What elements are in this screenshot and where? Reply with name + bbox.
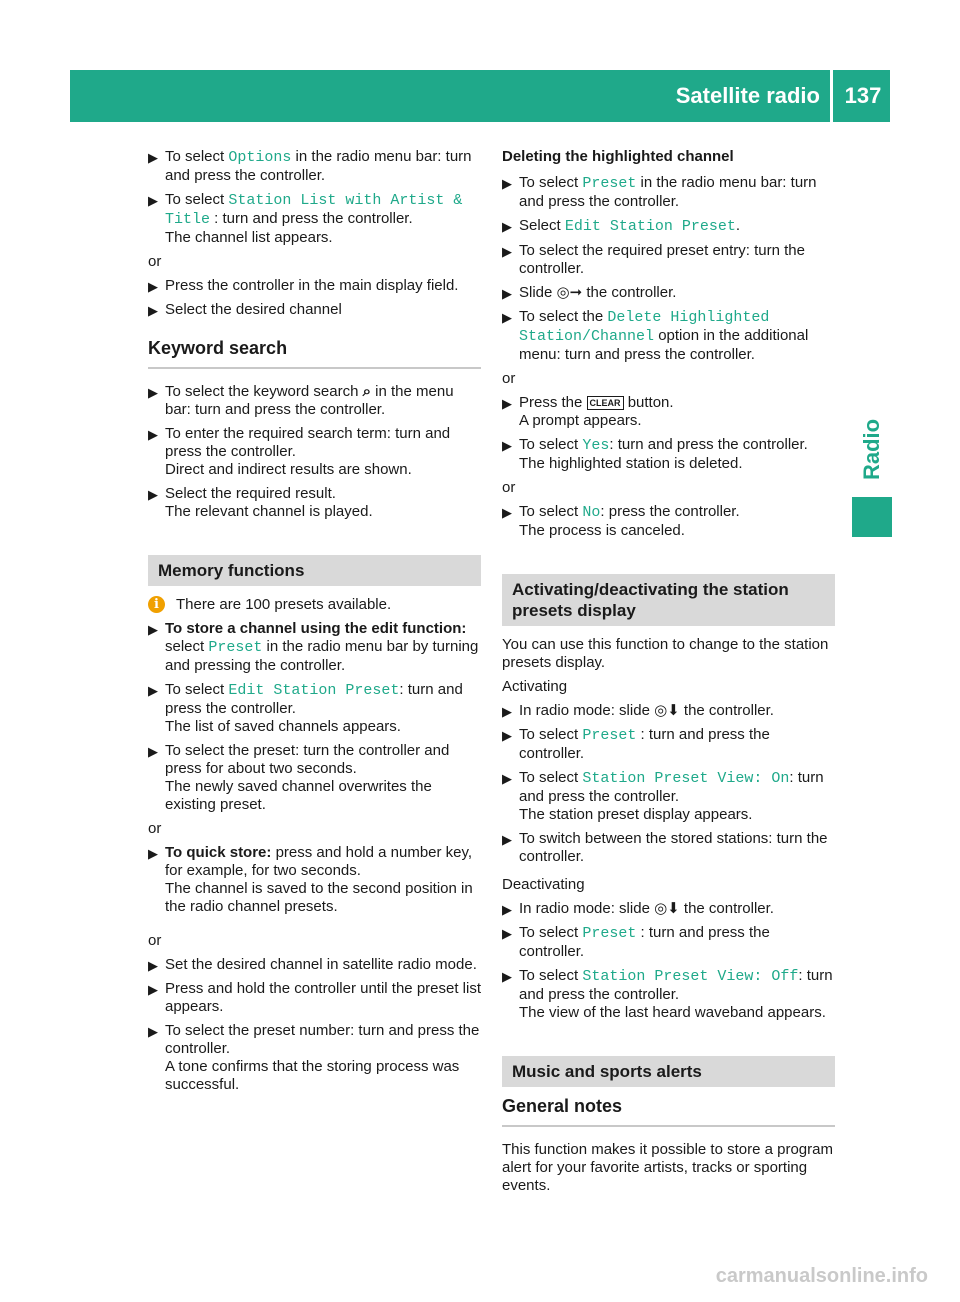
step-text: : turn and press the controller. — [519, 967, 833, 1003]
step-store-edit — [148, 620, 481, 675]
chapter-tab-label: Radio — [859, 418, 884, 480]
activating-label: Activating — [502, 678, 568, 695]
step-arrow-icon: ▶ — [502, 969, 512, 984]
step-text: : turn and press the controller. — [210, 210, 413, 227]
step-arrow-icon: ▶ — [502, 728, 512, 743]
step-result: Direct and indirect results are shown. — [165, 461, 412, 478]
deactivating-label: Deactivating — [502, 876, 585, 893]
step-select-yes — [502, 436, 835, 473]
step-deactivate-slide — [502, 900, 835, 918]
menu-item-preset: Preset — [208, 639, 263, 656]
step-text: In radio mode: slide — [519, 702, 655, 719]
step-select-preset — [148, 742, 481, 814]
controller-slide-down-icon: ◎⬇ — [654, 900, 680, 917]
step-text: in the radio menu bar: turn and press the controller. — [519, 174, 817, 210]
step-edit-station-preset — [148, 681, 481, 736]
step-arrow-icon: ▶ — [502, 310, 512, 325]
activate-presets-heading: Activating/deactivating the station presets display — [502, 574, 835, 626]
step-text: To select — [519, 769, 583, 786]
step-arrow-icon: ▶ — [148, 622, 158, 637]
step-text: Press the controller in the main display field. — [165, 277, 459, 294]
menu-item-options: Options — [228, 149, 292, 166]
step-text: : turn and press the controller. — [165, 681, 463, 717]
menu-item-station-list: Station List with Artist & Title — [165, 192, 463, 228]
step-text: To select — [165, 681, 229, 698]
step-view-on — [502, 769, 835, 824]
step-set-channel — [148, 956, 481, 974]
step-text: : turn and press the controller. — [519, 769, 824, 805]
step-view-off — [502, 967, 835, 1022]
step-arrow-icon: ▶ — [502, 771, 512, 786]
delete-channel-heading: Deleting the highlighted channel — [502, 148, 734, 165]
menu-item-preset: Preset — [582, 175, 637, 192]
step-result: The view of the last heard waveband appears. — [519, 1004, 826, 1021]
step-text: option in the additional menu: turn and press the controller. — [519, 327, 809, 363]
info-icon: i — [148, 596, 165, 613]
step-select-result — [148, 485, 481, 521]
left-column — [148, 148, 481, 1100]
step-arrow-icon: ▶ — [148, 982, 158, 997]
menu-item-edit-station-preset: Edit Station Preset — [228, 682, 400, 699]
step-text: : press the controller. — [600, 503, 740, 520]
step-arrow-icon: ▶ — [502, 505, 512, 520]
step-arrow-icon: ▶ — [148, 744, 158, 759]
right-column — [502, 148, 835, 1201]
general-notes-text: This function makes it possible to store a program alert for your favorite artists, tracks or sporting events. — [502, 1141, 833, 1194]
step-arrow-icon: ▶ — [502, 286, 512, 301]
step-text: To select — [519, 967, 583, 984]
step-select-station-list — [148, 191, 481, 247]
step-quick-store — [148, 844, 481, 916]
step-text: To select — [519, 503, 583, 520]
step-text: : turn and press the controller. — [519, 924, 770, 960]
header-separator — [830, 70, 833, 122]
step-text: the controller. — [582, 284, 677, 301]
step-arrow-icon: ▶ — [148, 385, 158, 400]
step-arrow-icon: ▶ — [502, 396, 512, 411]
step-bold-text: To quick store: — [165, 844, 272, 861]
step-result: The process is canceled. — [519, 522, 685, 539]
step-select-options — [148, 148, 481, 185]
or-divider: or — [502, 479, 516, 496]
step-arrow-icon: ▶ — [502, 902, 512, 917]
memory-functions-heading: Memory functions — [148, 555, 481, 586]
step-arrow-icon: ▶ — [502, 926, 512, 941]
step-arrow-icon: ▶ — [148, 193, 158, 208]
step-text: To select — [519, 436, 583, 453]
step-arrow-icon: ▶ — [148, 958, 158, 973]
step-text: To select the required preset entry: turn the controller. — [519, 242, 805, 277]
step-text: Select — [519, 217, 565, 234]
step-arrow-icon: ▶ — [148, 1024, 158, 1039]
step-arrow-icon: ▶ — [148, 487, 158, 502]
search-icon: ⌕ — [362, 383, 371, 400]
step-keyword-search — [148, 383, 481, 419]
step-text: To select — [165, 191, 229, 208]
or-divider: or — [148, 932, 162, 949]
step-arrow-icon: ▶ — [502, 176, 512, 191]
step-arrow-icon: ▶ — [502, 704, 512, 719]
step-select-no — [502, 503, 835, 540]
step-arrow-icon: ▶ — [502, 438, 512, 453]
step-result: The station preset display appears. — [519, 806, 753, 823]
step-delete-edit — [502, 217, 835, 236]
step-text: To select the preset number: turn and press the controller. — [165, 1022, 480, 1057]
step-hold-controller — [148, 980, 481, 1016]
step-text: . — [735, 217, 741, 234]
step-text: select — [165, 638, 209, 655]
step-text: To switch between the stored stations: turn the controller. — [519, 830, 828, 865]
step-arrow-icon: ▶ — [502, 244, 512, 259]
page-number: 137 — [844, 83, 882, 108]
step-text: To select — [165, 148, 229, 165]
step-text: In radio mode: slide — [519, 900, 655, 917]
step-result: The list of saved channels appears. — [165, 718, 401, 735]
step-text: To select the keyword search — [165, 383, 363, 400]
step-deactivate-preset — [502, 924, 835, 961]
menu-item-edit-station-preset: Edit Station Preset — [564, 218, 736, 235]
clear-button-icon: CLEAR — [587, 396, 624, 410]
step-text: To enter the required search term: turn and press the controller. — [165, 425, 451, 460]
keyword-search-heading: Keyword search — [148, 339, 481, 369]
step-press-controller — [148, 277, 481, 295]
step-select-channel — [148, 301, 481, 319]
step-text: the controller. — [679, 900, 774, 917]
step-text: in the menu bar: turn and press the controller. — [165, 383, 454, 418]
step-text: : turn and press the controller. — [609, 436, 808, 453]
step-slide-right — [502, 284, 835, 302]
step-text: the controller. — [679, 702, 774, 719]
intro-text: You can use this function to change to the station presets display. — [502, 636, 829, 671]
step-arrow-icon: ▶ — [502, 219, 512, 234]
step-text: To select — [519, 174, 583, 191]
step-text: Slide — [519, 284, 557, 301]
step-arrow-icon: ▶ — [148, 427, 158, 442]
step-text: in the radio menu bar: turn and press the controller. — [165, 148, 472, 184]
or-divider: or — [502, 370, 516, 387]
controller-slide-down-icon: ◎⬇ — [654, 702, 680, 719]
menu-item-view-on: Station Preset View: On — [582, 770, 790, 787]
step-text: To select the — [519, 308, 608, 325]
step-select-preset-number — [148, 1022, 481, 1094]
menu-item-preset: Preset — [582, 727, 637, 744]
step-text: Select the desired channel — [165, 301, 342, 318]
step-delete-preset — [502, 174, 835, 211]
step-select-entry — [502, 242, 835, 278]
step-text: Press the — [519, 394, 587, 411]
step-press-clear — [502, 394, 835, 430]
info-note — [148, 596, 481, 614]
step-text: Set the desired channel in satellite radio mode. — [165, 956, 477, 973]
step-activate-preset — [502, 726, 835, 763]
menu-item-preset: Preset — [582, 925, 637, 942]
step-arrow-icon: ▶ — [502, 832, 512, 847]
or-divider: or — [148, 253, 162, 270]
step-arrow-icon: ▶ — [148, 683, 158, 698]
menu-item-view-off: Station Preset View: Off — [582, 968, 799, 985]
step-arrow-icon: ▶ — [148, 279, 158, 294]
step-result: The relevant channel is played. — [165, 503, 373, 520]
menu-item-yes: Yes — [582, 437, 610, 454]
step-arrow-icon: ▶ — [148, 846, 158, 861]
step-enter-term — [148, 425, 481, 479]
step-bold-text: To store a channel using the edit function: — [165, 620, 467, 637]
step-arrow-icon: ▶ — [148, 303, 158, 318]
step-text: button. — [623, 394, 674, 411]
step-text: : turn and press the controller. — [519, 726, 770, 762]
menu-item-no: No — [582, 504, 601, 521]
page-title: Satellite radio — [675, 83, 820, 108]
step-text: To select the preset: turn the controller and press for about two seconds. — [165, 742, 450, 777]
step-result: The channel list appears. — [165, 229, 333, 246]
menu-item-delete-highlighted: Delete Highlighted Station/Channel — [519, 309, 770, 345]
step-result: The newly saved channel overwrites the existing preset. — [165, 778, 432, 813]
step-switch-stations — [502, 830, 835, 866]
info-text: There are 100 presets available. — [176, 596, 392, 613]
music-sports-heading: Music and sports alerts — [502, 1056, 835, 1087]
step-arrow-icon: ▶ — [148, 150, 158, 165]
step-text: To select — [519, 924, 583, 941]
step-result: The channel is saved to the second position in the radio channel presets. — [165, 880, 473, 915]
controller-slide-right-icon: ◎➞ — [556, 284, 583, 301]
step-delete-option — [502, 308, 835, 364]
step-result: A tone confirms that the storing process was successful. — [165, 1058, 460, 1093]
step-text: press and hold a number key, for example, for two seconds. — [165, 844, 473, 879]
step-text: in the radio menu bar by turning and pressing the controller. — [165, 638, 479, 674]
or-divider: or — [148, 820, 162, 837]
step-activate-slide — [502, 702, 835, 720]
step-result: The highlighted station is deleted. — [519, 455, 743, 472]
watermark: carmanualsonline.info — [715, 1265, 928, 1287]
step-text: Select the required result. — [165, 485, 336, 502]
step-result: A prompt appears. — [519, 412, 642, 429]
chapter-tab-marker — [852, 497, 892, 537]
general-notes-heading: General notes — [502, 1097, 835, 1127]
step-text: Press and hold the controller until the preset list appears. — [165, 980, 482, 1015]
step-text: To select — [519, 726, 583, 743]
